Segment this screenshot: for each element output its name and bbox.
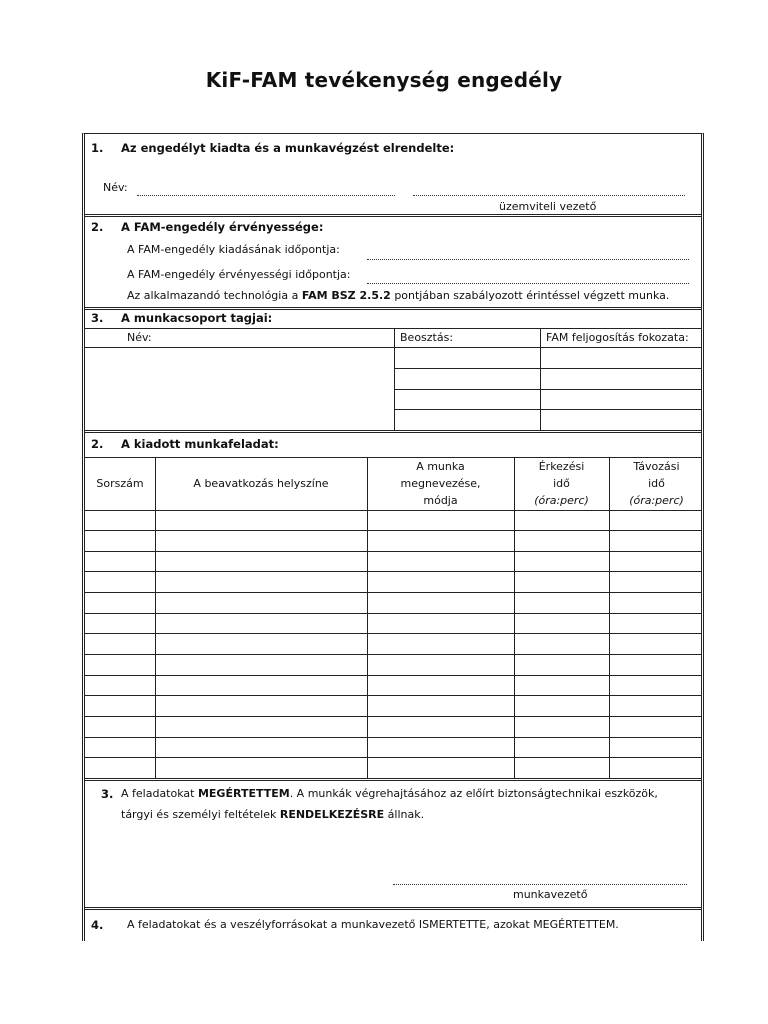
tasks-row [85, 633, 701, 634]
section-2-number: 2. [91, 220, 104, 234]
section-1-heading: Az engedélyt kiadta és a munkavégzést elrendelte: [121, 141, 455, 155]
acknowledgement-line-1: A feladatokat MEGÉRTETTEM. A munkák végrehajtásához az előírt biztonságtechnikai eszközök, [121, 787, 658, 800]
tasks-row [85, 613, 701, 614]
acknowledgement-line-2: tárgyi és személyi feltételek RENDELKEZÉSRE állnak. [121, 808, 425, 821]
section-4-heading: A kiadott munkafeladat: [121, 437, 279, 451]
expiry-date-label: A FAM-engedély érvényességi időpontja: [127, 268, 351, 281]
tasks-row [85, 716, 701, 717]
briefing-statement: A feladatokat és a veszélyforrásokat a munkavezető ISMERTETTE, azokat MEGÉRTETTEM. [127, 918, 619, 931]
tasks-serial-header: Sorszám [96, 477, 144, 490]
tasks-task-header: A munka megnevezése, módja [400, 460, 481, 507]
tasks-location-header: A beavatkozás helyszíne [193, 477, 329, 490]
divider [85, 307, 701, 310]
tasks-row [85, 757, 701, 758]
page-title: KiF-FAM tevékenység engedély [205, 68, 563, 92]
technology-statement: Az alkalmazandó technológia a FAM BSZ 2.5.2 pontjában szabályozott érintéssel végzett munka. [127, 289, 670, 302]
members-row [394, 368, 701, 369]
tasks-departure-header: Távozási idő (óra:perc) [629, 460, 684, 507]
issuer-name-label: Név: [103, 181, 128, 194]
tasks-row [85, 592, 701, 593]
supervisor-label: munkavezető [513, 888, 588, 901]
tasks-row [85, 510, 701, 511]
expiry-date-field[interactable] [367, 283, 689, 284]
issue-date-label: A FAM-engedély kiadásának időpontja: [127, 243, 340, 256]
section-4-number: 2. [91, 437, 104, 451]
divider [85, 214, 701, 217]
supervisor-signature-field[interactable] [393, 884, 687, 885]
permit-form [82, 133, 704, 941]
issue-date-field[interactable] [367, 259, 689, 260]
members-name-header: Név: [127, 331, 152, 344]
issuer-signature-field[interactable] [413, 195, 685, 196]
members-row [394, 389, 701, 390]
tasks-row [85, 675, 701, 676]
section-5-number: 3. [101, 787, 114, 801]
divider [85, 430, 701, 433]
section-1-number: 1. [91, 141, 104, 155]
members-position-header: Beosztás: [400, 331, 454, 344]
tasks-arrival-header: Érkezési idő (óra:perc) [534, 460, 589, 507]
tasks-row [85, 530, 701, 531]
section-6-number: 4. [91, 918, 104, 932]
section-2-heading: A FAM-engedély érvényessége: [121, 220, 324, 234]
section-3-number: 3. [91, 311, 104, 325]
issuer-name-field[interactable] [137, 195, 395, 196]
tasks-row [85, 654, 701, 655]
tasks-row [85, 695, 701, 696]
divider [85, 328, 701, 329]
tasks-row [85, 737, 701, 738]
members-level-header: FAM feljogosítás fokozata: [546, 331, 689, 344]
tasks-row [85, 551, 701, 552]
divider [85, 778, 701, 781]
members-row [394, 409, 701, 410]
tasks-row [85, 571, 701, 572]
issuer-role-label: üzemviteli vezető [499, 200, 597, 213]
section-3-heading: A munkacsoport tagjai: [121, 311, 273, 325]
divider [85, 907, 701, 910]
